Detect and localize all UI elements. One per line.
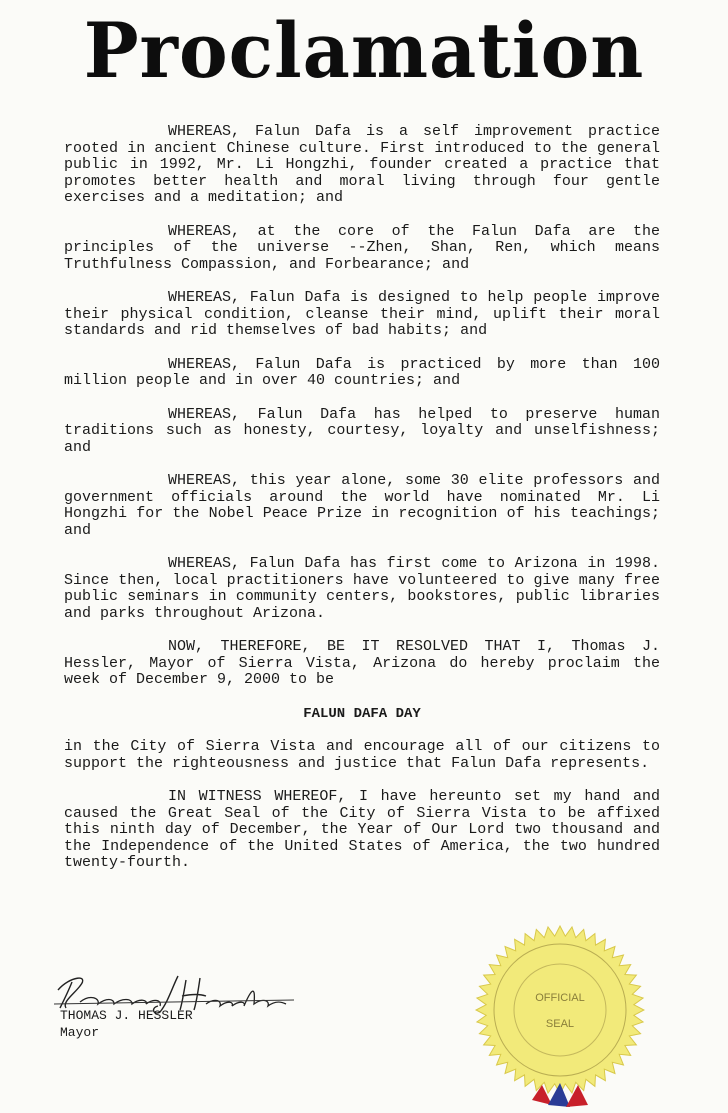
proclamation-title: Proclamation [83, 6, 645, 95]
whereas-paragraph-6: WHEREAS, this year alone, some 30 elite professors and government officials around the world have nominated Mr. Li Hongzhi for the Nobel Peace Prize in recognition of his teachings; and [64, 472, 660, 539]
closing-paragraph: in the City of Sierra Vista and encourage all of our citizens to support the righteousness and justice that Falun Dafa represents. [64, 738, 660, 772]
proclamation-body [64, 124, 660, 889]
whereas-paragraph-5: WHEREAS, Falun Dafa has helped to preserve human traditions such as honesty, courtesy, loyalty and unselfishness; and [64, 405, 660, 456]
whereas-paragraph-1: WHEREAS, Falun Dafa is a self improvement practice rooted in ancient Chinese culture. First introduced to the general public in 1992, Mr. Li Hongzhi, founder created a practice that promotes better health and moral living through four gentle exercises and a meditation; and [64, 123, 660, 206]
seal-text-seal: SEAL [545, 1018, 575, 1030]
whereas-paragraph-3: WHEREAS, Falun Dafa is designed to help people improve their physical condition, cleanse their mind, uplift their moral standards and rid themselves of bad habits; and [64, 289, 660, 339]
official-seal-icon [470, 915, 645, 1110]
whereas-paragraph-2: WHEREAS, at the core of the Falun Dafa are the principles of the universe --Zhen, Shan, Ren, which means Truthfulness Compassion, and Forbearance; and [64, 222, 660, 273]
seal-starburst [476, 926, 644, 1094]
witness-paragraph: IN WITNESS WHEREOF, I have hereunto set my hand and caused the Great Seal of the City of Sierra Vista to be affixed this ninth day of December, the Year of Our Lord two thousand and the Independence of the United States of America, the two hundred twenty-fourth. [64, 788, 660, 871]
seal-text-official: OFFICIAL [535, 992, 585, 1004]
resolution-paragraph: NOW, THEREFORE, BE IT RESOLVED THAT I, Thomas J. Hessler, Mayor of Sierra Vista, Arizona do hereby proclaim the week of December 9, 2000 to be [64, 638, 660, 688]
signer-title: Mayor [60, 1025, 100, 1040]
proclaimed-day-heading: FALUN DAFA DAY [303, 705, 421, 722]
whereas-paragraph-7: WHEREAS, Falun Dafa has first come to Arizona in 1998. Since then, local practitioners have volunteered to give many free public seminars in community centers, bookstores, public libraries and parks throughout Arizona. [64, 555, 660, 622]
signer-name: THOMAS J. HESSLER [60, 1008, 193, 1023]
whereas-paragraph-4: WHEREAS, Falun Dafa is practiced by more than 100 million people and in over 40 countries; and [64, 355, 660, 389]
